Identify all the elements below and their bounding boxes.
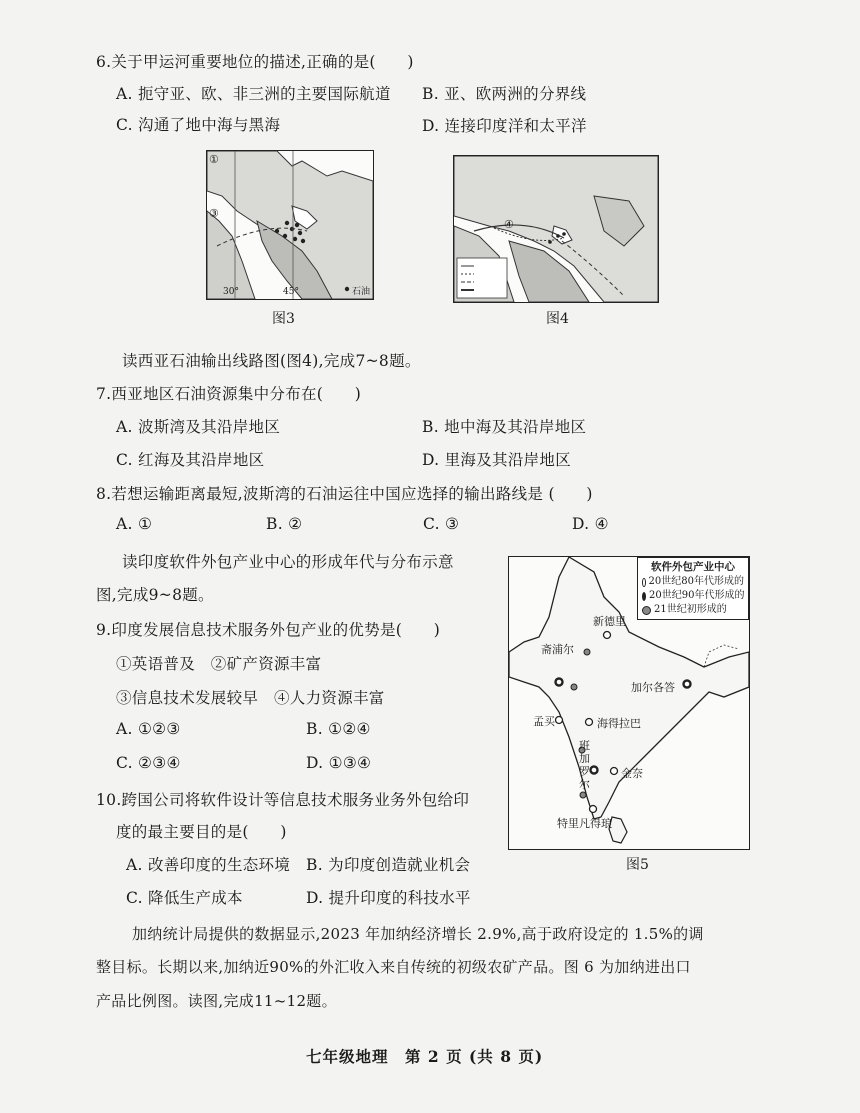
para-11-12-line3: 产品比例图。读图,完成11~12题。 — [96, 992, 337, 1010]
q9-option-b: B. ①②④ — [306, 720, 371, 738]
map-figure-5 — [508, 556, 750, 850]
map-4-drawing — [454, 156, 658, 302]
map-5-legend-row-1 — [642, 575, 744, 589]
city-label-bangalore: 班加罗尔 — [579, 739, 590, 791]
map-3-longitude-label: 45° — [283, 287, 299, 297]
map-3-marker-3: ③ — [209, 207, 219, 220]
map-5-legend-row-3 — [642, 603, 744, 617]
q7-option-c: C. 红海及其沿岸地区 — [116, 451, 265, 469]
q9-option-a: A. ①②③ — [116, 720, 181, 738]
map-5-legend-2: 20世纪90年代形成的 — [649, 590, 745, 601]
map-3-latitude-label: 30° — [223, 287, 239, 297]
city-label-hyderabad: 海得拉巴 — [597, 717, 641, 730]
city-label-jaipur: 斋浦尔 — [541, 643, 574, 656]
figure-5-caption: 图5 — [626, 857, 649, 873]
map-3-drawing — [207, 151, 373, 299]
page-footer: 七年级地理 第 2 页 (共 8 页) — [306, 1047, 544, 1066]
q9-stem: 9.印度发展信息技术服务外包产业的优势是( ) — [96, 621, 441, 639]
q7-stem: 7.西亚地区石油资源集中分布在( ) — [96, 385, 362, 403]
q10-option-d: D. 提升印度的科技水平 — [306, 889, 471, 907]
q8-option-b: B. ② — [266, 515, 303, 533]
q6-option-b: B. 亚、欧两洲的分界线 — [422, 85, 587, 103]
q9-statement-3-4: ③信息技术发展较早 ④人力资源丰富 — [116, 689, 385, 707]
circle-open-icon — [642, 578, 646, 587]
map-5-legend-3: 21世纪初形成的 — [654, 604, 727, 615]
circle-filled-icon — [642, 606, 651, 615]
figure-4-caption: 图4 — [546, 311, 569, 327]
q8-stem: 8.若想运输距离最短,波斯湾的石油运往中国应选择的输出路线是 ( ) — [96, 485, 593, 503]
figure-3-caption: 图3 — [272, 311, 295, 327]
map-3-marker-1: ① — [209, 153, 219, 166]
q9-option-c: C. ②③④ — [116, 754, 181, 772]
q9-statement-1-2: ①英语普及 ②矿产资源丰富 — [116, 655, 322, 673]
map-figure-4 — [453, 155, 659, 303]
q10-option-b: B. 为印度创造就业机会 — [306, 856, 471, 874]
intro-9-10-line2: 图,完成9~8题。 — [96, 586, 214, 604]
intro-9-10-line1: 读印度软件外包产业中心的形成年代与分布示意 — [122, 553, 454, 571]
map-5-legend-row-2 — [642, 589, 744, 603]
q8-option-d: D. ④ — [572, 515, 609, 533]
q6-option-c: C. 沟通了地中海与黑海 — [116, 116, 281, 134]
q10-option-c: C. 降低生产成本 — [126, 889, 243, 907]
para-11-12-line2: 整目标。长期以来,加纳近90%的外汇收入来自传统的初级农矿产品。图 6 为加纳进出口 — [96, 958, 691, 976]
q6-stem: 6.关于甲运河重要地位的描述,正确的是( ) — [96, 53, 414, 71]
city-label-delhi: 新德里 — [593, 615, 626, 628]
q6-option-a: A. 扼守亚、欧、非三洲的主要国际航道 — [116, 85, 391, 103]
map-3-oil-legend: 石油 — [352, 287, 371, 297]
q7-option-d: D. 里海及其沿岸地区 — [422, 451, 572, 469]
q7-option-a: A. 波斯湾及其沿岸地区 — [116, 418, 281, 436]
q6-option-d: D. 连接印度洋和太平洋 — [422, 117, 587, 135]
q7-option-b: B. 地中海及其沿岸地区 — [422, 418, 587, 436]
city-label-chennai: 金奈 — [621, 767, 643, 780]
q10-stem-line2: 度的最主要目的是( ) — [116, 823, 287, 841]
circle-bold-icon — [642, 592, 646, 601]
city-label-trivandrum: 特里凡得琅 — [557, 817, 612, 830]
map-5-legend-title: 软件外包产业中心 — [651, 561, 735, 573]
intro-7-8: 读西亚石油输出线路图(图4),完成7~8题。 — [122, 352, 421, 370]
q10-option-a: A. 改善印度的生态环境 — [126, 856, 291, 874]
q9-option-d: D. ①③④ — [306, 754, 372, 772]
q8-option-a: A. ① — [116, 515, 153, 533]
q10-stem-line1: 10.跨国公司将软件设计等信息技术服务业务外包给印 — [96, 791, 470, 809]
map-5-legend-1: 20世纪80年代形成的 — [648, 576, 744, 587]
para-11-12-line1: 加纳统计局提供的数据显示,2023 年加纳经济增长 2.9%,高于政府设定的 1.5%的调 — [132, 925, 704, 943]
map-figure-3 — [206, 150, 374, 300]
q8-option-c: C. ③ — [423, 515, 460, 533]
city-label-mumbai: 孟买 — [533, 715, 555, 728]
map-4-marker-4: ④ — [504, 218, 514, 231]
city-label-kolkata: 加尔各答 — [631, 681, 675, 694]
map-5-legend — [637, 557, 749, 620]
